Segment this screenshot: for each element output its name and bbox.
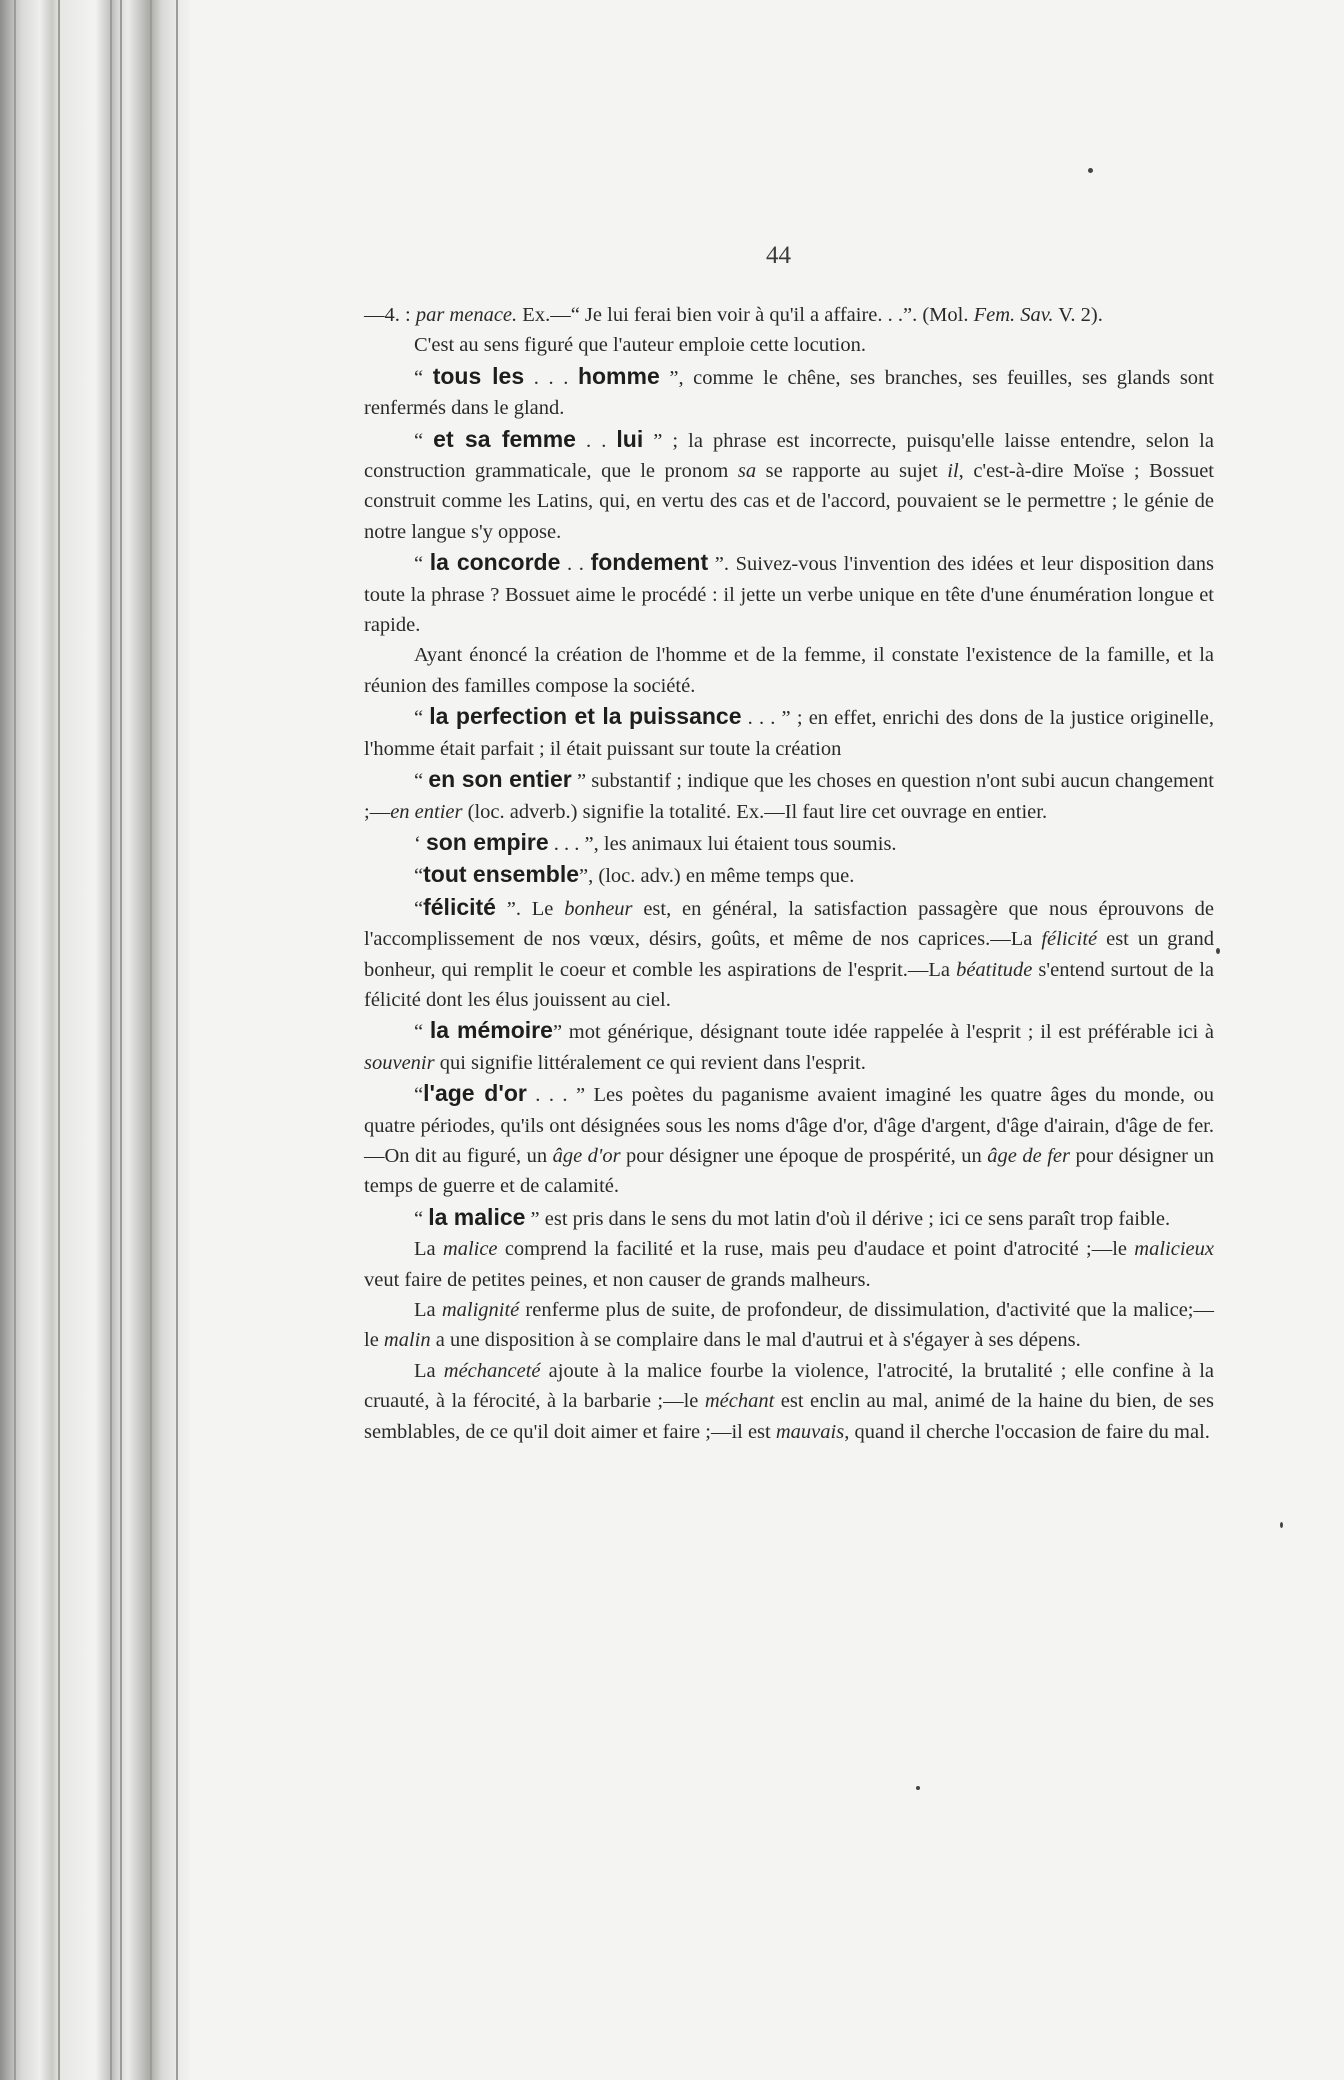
italic-term: par menace. <box>415 304 518 326</box>
paragraph-p10 <box>364 859 1214 891</box>
print-speck <box>916 1786 920 1790</box>
paragraph-p16 <box>364 1295 1214 1356</box>
keyword-term: son empire <box>425 828 549 855</box>
text-run: —4. : <box>364 304 416 326</box>
page-stack-line <box>150 0 152 2080</box>
text-run: ” substantif ; indique que les choses en question n'ont subi aucun changement ;— <box>364 770 1214 823</box>
text-run: est un grand bonheur, qui remplit le coeur et comble les aspirations de l'esprit.—La <box>364 928 1214 981</box>
paragraph-p15 <box>364 1234 1214 1295</box>
text-run: . . <box>575 429 617 452</box>
text-run: “ <box>414 1021 430 1044</box>
text-run: qui signifie littéralement ce qui revient dans l'esprit. <box>434 1051 866 1074</box>
print-speck <box>1280 1522 1283 1528</box>
keyword-term: tout ensemble <box>423 861 580 888</box>
italic-term: malicieux <box>1134 1238 1214 1261</box>
paragraph-p3 <box>364 361 1214 424</box>
keyword-term: la mémoire <box>429 1017 553 1044</box>
page-stack-line <box>110 0 112 2080</box>
text-run: est enclin au mal, animé de la haine du bien, de ses semblables, de ce qu'il doit aimer et faire ;—il est <box>364 1390 1214 1443</box>
text-run: ” ; la phrase est incorrecte, puisqu'elle laisse entendre, selon la construction grammaticale, que le pronom <box>364 429 1214 483</box>
keyword-term: la concorde <box>429 549 561 576</box>
keyword-term: fondement <box>590 549 709 576</box>
text-run: ‘ <box>414 832 426 855</box>
paragraph-p11 <box>364 892 1214 1016</box>
keyword-term: la perfection et la puissance <box>429 703 742 730</box>
text-run: La <box>414 1238 443 1261</box>
italic-term: malice <box>442 1238 498 1261</box>
paragraph-p13 <box>364 1078 1214 1202</box>
text-run: a une disposition à se complaire dans le mal d'autrui et à s'égayer à ses dépens. <box>430 1329 1081 1352</box>
text-run: “ <box>414 1207 429 1230</box>
text-run: “ <box>414 553 430 576</box>
keyword-term: homme <box>577 362 660 389</box>
italic-term: malignité <box>441 1299 520 1321</box>
keyword-term: l'age d'or <box>423 1080 527 1107</box>
page-stack-line <box>176 0 178 2080</box>
keyword-term: et sa femme <box>433 425 576 452</box>
print-speck <box>1216 948 1220 954</box>
text-run: ajoute à la malice fourbe la violence, l'atrocité, la brutalité ; elle confine à la cruauté, à la férocité, à la barbarie ;—le <box>364 1359 1214 1413</box>
paragraph-p2 <box>364 330 1214 360</box>
text-run: “ <box>414 707 430 730</box>
text-run: . . . ” Les poètes du paganisme avaient imaginé les quatre âges du monde, ou quatre périodes, qu'ils ont désignées sous les noms d'âge d'or, d'âge d'argent, d'âge d'airain, d'âge de fer. —On dit au figuré, un <box>364 1084 1214 1167</box>
text-run: . . . ”, les animaux lui étaient tous soumis. <box>548 832 897 855</box>
text-run: . . <box>560 553 591 576</box>
italic-term: béatitude <box>956 958 1033 981</box>
text-run: La <box>414 1359 444 1382</box>
text-run: “ <box>414 897 424 920</box>
italic-term: âge de fer <box>987 1144 1070 1167</box>
text-run: “ <box>414 1084 424 1107</box>
paragraph-p6 <box>364 640 1214 701</box>
page-text-body <box>364 300 1214 1447</box>
text-run: La <box>414 1299 442 1321</box>
text-run: ”. Le <box>495 897 565 920</box>
text-run: ”, comme le chêne, ses branches, ses feuilles, ses glands sont renfermés dans le gland. <box>364 366 1215 420</box>
paragraph-p8 <box>364 764 1214 827</box>
keyword-term: félicité <box>423 893 496 920</box>
text-run: ”, (loc. adv.) en même temps que. <box>579 865 855 888</box>
text-run: ” est pris dans le sens du mot latin d'où il dérive ; ici ce sens paraît trop faible. <box>525 1207 1171 1230</box>
text-run: . . . ” ; en effet, enrichi des dons de la justice originelle, l'homme était parfait ; il était puissant sur toute la création <box>364 707 1214 760</box>
italic-term: sa <box>737 460 757 483</box>
paragraph-p5 <box>364 547 1214 640</box>
text-run: (loc. adverb.) signifie la totalité. Ex.—Il faut lire cet ouvrage en entier. <box>462 800 1048 823</box>
text-run: veut faire de petites peines, et non causer de grands malheurs. <box>364 1268 871 1291</box>
text-run: Ex.—“ Je lui ferai bien voir à qu'il a affaire. . .”. (Mol. <box>517 304 974 326</box>
paragraph-p14 <box>364 1202 1214 1234</box>
text-run: Ayant énoncé la création de l'homme et de la femme, il constate l'existence de la famille, et la réunion des familles compose la société. <box>364 644 1214 697</box>
page-stack-line <box>120 0 122 2080</box>
page-stack-line <box>14 0 16 2080</box>
text-run: C'est au sens figuré que l'auteur emploie cette locution. <box>414 334 866 357</box>
italic-term: félicité <box>1041 928 1098 951</box>
print-speck <box>1088 168 1093 173</box>
italic-term: malin <box>383 1329 431 1352</box>
text-run: “ <box>414 429 434 452</box>
text-run: , c'est-à-dire Moïse ; Bossuet construit comme les Latins, qui, en vertu des cas et de l'accord, pouvaient se le permettre ; le génie de notre langue s'y oppose. <box>364 460 1214 543</box>
paragraph-p1 <box>364 300 1214 330</box>
italic-term: mauvais <box>775 1420 845 1443</box>
text-run: “ <box>414 770 429 793</box>
text-run: ”. Suivez-vous l'invention des idées et leur disposition dans toute la phrase ? Bossuet aime le procédé : il jette un verbe unique en tête d'une énumération longue et rapide. <box>364 553 1214 637</box>
paragraph-p17 <box>364 1356 1214 1447</box>
text-run: ” mot générique, désignant toute idée rappelée à l'esprit ; il est préférable ici à <box>552 1021 1214 1044</box>
italic-term: en entier <box>390 800 463 823</box>
text-run: se rapporte au sujet <box>756 460 948 483</box>
text-run: V. 2). <box>1053 304 1103 326</box>
text-run: est, en général, la satisfaction passagère que nous éprouvons de l'accomplissement de nos vœux, désirs, goûts, et même de nos caprices.—La <box>364 897 1214 951</box>
italic-term: souvenir <box>364 1051 435 1074</box>
paragraph-p7 <box>364 701 1214 764</box>
page-stack-line <box>58 0 60 2080</box>
keyword-term: la malice <box>428 1203 526 1230</box>
italic-term: méchanceté <box>443 1359 541 1382</box>
text-run: comprend la facilité et la ruse, mais peu d'audace et point d'atrocité ;—le <box>497 1238 1135 1261</box>
text-run: pour désigner une époque de prospérité, un <box>620 1144 988 1167</box>
italic-term: bonheur <box>564 897 633 920</box>
text-run: “ <box>414 865 424 888</box>
text-run: “ <box>414 366 433 389</box>
text-run: , quand il cherche l'occasion de faire du mal. <box>844 1420 1210 1443</box>
italic-term: Fem. Sav. <box>973 304 1054 326</box>
keyword-term: lui <box>616 425 644 452</box>
keyword-term: en son entier <box>428 766 572 793</box>
italic-term: il <box>947 460 959 483</box>
text-run: s'entend surtout de la félicité dont les élus jouissent au ciel. <box>364 958 1215 1011</box>
text-run: renferme plus de suite, de profondeur, de dissimulation, d'activité que la malice;—le <box>364 1299 1215 1352</box>
paragraph-p9 <box>364 827 1214 859</box>
page-number: 44 <box>766 242 791 269</box>
text-run: pour désigner un temps de guerre et de calamité. <box>364 1144 1215 1198</box>
italic-term: âge d'or <box>552 1144 621 1167</box>
text-run: . . . <box>524 366 578 389</box>
paragraph-p12 <box>364 1015 1214 1078</box>
italic-term: méchant <box>704 1390 775 1413</box>
book-binding-edge <box>0 0 190 2080</box>
paragraph-p4 <box>364 424 1214 548</box>
keyword-term: tous les <box>432 362 525 389</box>
